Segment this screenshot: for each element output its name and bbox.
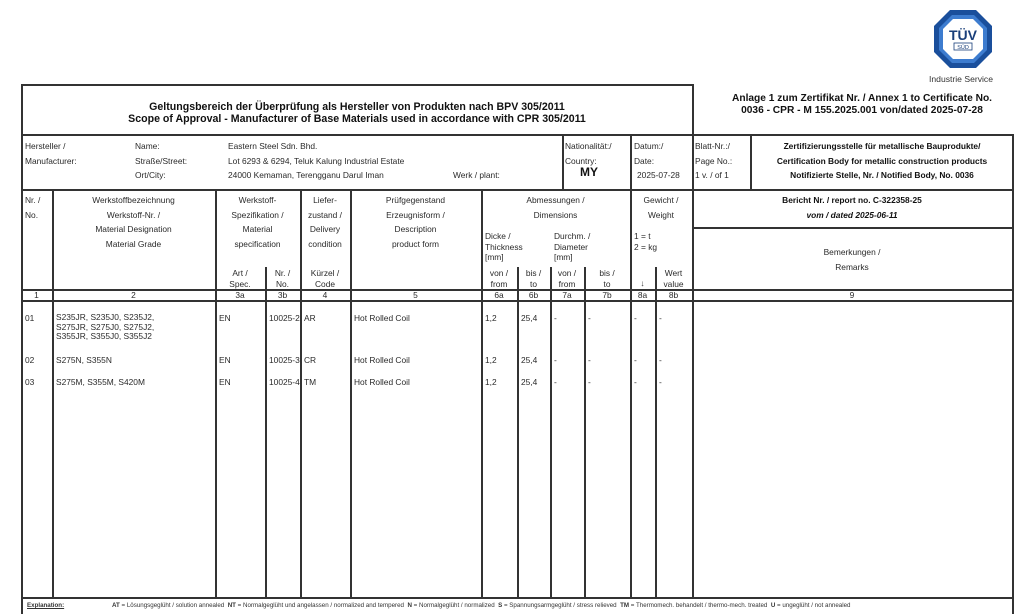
header-thickness-to — [517, 268, 550, 289]
grade-line: S355JR, S355J0, S355J2 — [56, 331, 152, 342]
legend-text: = Normalgeglüht und angelassen / normalized and tempered — [237, 602, 404, 609]
header-from-en: from — [558, 278, 576, 289]
col-number-4: 4 — [322, 290, 328, 300]
row-w-unit: - — [634, 313, 637, 323]
header-spec-1: Werkstoff- — [238, 195, 277, 205]
legend-text: = ungeglüht / not annealed — [777, 602, 851, 609]
header-product-3: Description — [394, 224, 437, 234]
header-thickness-de: Dicke / — [485, 231, 511, 241]
col-number-7a: 7a — [562, 290, 572, 300]
logo-brand: TÜV — [949, 27, 977, 43]
header-to-en: to — [530, 278, 537, 289]
grade-line: S275N, S355N — [56, 355, 112, 365]
date-label-de: Datum:/ — [634, 141, 664, 151]
row-product: Hot Rolled Coil — [354, 355, 410, 365]
manufacturer-label-de: Hersteller / — [25, 141, 66, 151]
row-code: CR — [304, 355, 317, 365]
row-dia-from: - — [554, 377, 557, 387]
manufacturer-street: Lot 6293 & 6294, Teluk Kalung Industrial Estate — [228, 155, 405, 166]
header-delivery-code-de: Kürzel / — [310, 268, 340, 278]
row-dia-to: - — [588, 355, 591, 365]
legend-text: = Normalgeglüht / normalized — [413, 602, 495, 609]
manufacturer-name: Eastern Steel Sdn. Bhd. — [228, 141, 318, 151]
header-product-2: Erzeugnisform / — [386, 209, 445, 220]
header-delivery — [300, 193, 350, 251]
header-thickness — [485, 231, 523, 263]
row-thick-to: 25,4 — [521, 355, 538, 365]
row-thick-to: 25,4 — [521, 377, 538, 387]
legend-code: S — [498, 602, 503, 609]
row-dia-from: - — [554, 355, 557, 365]
col-number-6a: 6a — [494, 290, 504, 300]
row-w-unit: - — [634, 355, 637, 365]
row-dia-from: - — [554, 313, 557, 323]
row-w-value: - — [659, 313, 662, 323]
header-no — [25, 193, 40, 222]
row-spec: EN — [219, 377, 231, 387]
row-thick-from: 1,2 — [485, 377, 497, 387]
header-weight-value-en: value — [663, 278, 684, 289]
manufacturer-city: 24000 Kemaman, Terengganu Darul Iman — [228, 170, 384, 180]
header-delivery-3: Delivery — [309, 224, 341, 234]
page-label-en: Page No.: — [695, 155, 733, 166]
header-delivery-4: condition — [308, 238, 342, 249]
date-label-en: Date: — [634, 155, 655, 166]
legend-code: N — [407, 602, 412, 609]
header-product-4: product form — [391, 238, 439, 249]
title-line1: Geltungsbereich der Überprüfung als Hersteller von Produkten nach BPV 305/2011 — [149, 101, 565, 113]
tuv-octagon-icon — [932, 8, 994, 70]
header-diameter-from — [550, 268, 584, 289]
annex-line1: Anlage 1 zum Zertifikat Nr. / Annex 1 to Certificate No. — [731, 93, 993, 104]
col-number-1: 1 — [34, 290, 39, 300]
grade-line: S275JR, S275J0, S275J2, — [56, 321, 155, 332]
header-spec-number-de: Nr. / — [274, 268, 291, 278]
header-thickness-en: Thickness — [485, 241, 523, 252]
row-w-unit: - — [634, 377, 637, 387]
header-product — [350, 193, 481, 251]
date-label — [634, 139, 680, 183]
date-value: 2025-07-28 — [637, 170, 680, 180]
legend-text: = Thermomech. behandelt / thermo-mech. treated — [630, 602, 768, 609]
row-thick-from: 1,2 — [485, 313, 497, 323]
header-dimensions — [481, 193, 630, 222]
header-dimensions-de: Abmessungen / — [526, 195, 585, 205]
report-date: vom / dated 2025-06-11 — [806, 209, 898, 220]
header-to-de: bis / — [599, 268, 615, 278]
document-title — [21, 101, 693, 125]
legend-code: NT — [227, 602, 236, 609]
country-label-en: Country: — [565, 155, 597, 166]
header-spec-type-en: Spec. — [229, 278, 251, 289]
row-spec-no: 10025-3 — [269, 355, 300, 365]
country-label — [565, 139, 612, 168]
row-spec-no: 10025-2 — [269, 313, 300, 323]
header-product-1: Prüfgegenstand — [385, 195, 446, 205]
col-number-5: 5 — [413, 290, 418, 300]
tuv-sud-logo — [932, 8, 994, 70]
row-code: AR — [304, 313, 316, 323]
header-diameter — [554, 231, 590, 263]
legend-code: U — [770, 602, 776, 609]
header-weight-value-de: Wert — [664, 268, 683, 278]
header-weight-units — [634, 231, 657, 252]
header-designation-1: Werkstoffbezeichnung — [92, 195, 175, 205]
row-dia-to: - — [588, 377, 591, 387]
header-no-en: No. — [25, 209, 39, 220]
row-spec: EN — [219, 313, 231, 323]
row-w-value: - — [659, 355, 662, 365]
page-value: 1 v. / of 1 — [695, 170, 729, 180]
header-diameter-de: Durchm. / — [554, 231, 591, 241]
header-diameter-en: Diameter — [554, 241, 588, 252]
city-label: Ort/City: — [135, 170, 166, 180]
logo-sub: SÜD — [957, 45, 969, 51]
legend-code: AT — [112, 602, 120, 609]
header-designation-3: Material Designation — [95, 224, 172, 234]
header-spec-3: Material — [242, 224, 273, 234]
header-spec-number — [265, 268, 300, 289]
row-spec: EN — [219, 355, 231, 365]
row-no: 03 — [25, 377, 35, 387]
header-delivery-code — [300, 268, 350, 289]
header-diameter-to — [584, 268, 630, 289]
legend-code: TM — [620, 602, 630, 609]
col-number-3b: 3b — [277, 290, 288, 300]
cert-body-line1: Zertifizierungsstelle für metallische Bauprodukte/ — [783, 141, 981, 151]
col-number-7b: 7b — [602, 290, 612, 300]
weight-unit-kg: 2 = kg — [634, 241, 658, 252]
col-number-3a: 3a — [235, 290, 245, 300]
header-delivery-code-en: Code — [314, 278, 336, 289]
header-delivery-2: zustand / — [308, 209, 342, 220]
header-designation-4: Material Grade — [105, 238, 162, 249]
report-reference — [692, 193, 1012, 222]
row-thick-from: 1,2 — [485, 355, 497, 365]
row-grades — [56, 313, 154, 342]
header-weight-en: Weight — [648, 209, 674, 220]
name-label: Name: — [135, 141, 160, 151]
header-delivery-1: Liefer- — [313, 195, 337, 205]
grade-line: S235JR, S235J0, S235J2, — [56, 312, 155, 322]
header-from-de: von / — [489, 268, 509, 278]
manufacturer-label — [25, 139, 77, 168]
weight-unit-t: 1 = t — [634, 231, 651, 241]
header-diameter-unit: [mm] — [554, 252, 573, 262]
row-grades — [56, 355, 112, 366]
header-from-en: from — [490, 278, 508, 289]
header-spec-type — [215, 268, 265, 289]
header-weight-value — [655, 268, 692, 289]
row-no: 02 — [25, 355, 35, 365]
page-label — [695, 139, 732, 183]
header-dimensions-en: Dimensions — [533, 209, 578, 220]
header-spec-number-en: No. — [275, 278, 290, 289]
country-label-de: Nationalität:/ — [565, 141, 612, 151]
col-number-8a: 8a — [637, 290, 648, 300]
col-number-6b: 6b — [528, 290, 539, 300]
country-value: MY — [580, 165, 598, 179]
cert-body-line2: Certification Body for metallic construction products — [776, 155, 988, 166]
header-to-de: bis / — [525, 268, 542, 278]
header-thickness-from — [481, 268, 517, 289]
row-no: 01 — [25, 313, 35, 323]
grade-line: S275M, S355M, S420M — [56, 377, 145, 387]
certification-body — [752, 139, 1012, 183]
header-spec — [215, 193, 300, 251]
logo-tagline: Industrie Service — [929, 74, 994, 84]
row-spec-no: 10025-4 — [269, 377, 300, 387]
header-remarks-en: Remarks — [835, 261, 869, 272]
explanation-legend — [112, 602, 850, 610]
legend-text: = Lösungsgeglüht / solution annealed — [121, 602, 225, 609]
header-weight — [630, 193, 692, 222]
annex-line2: 0036 - CPR - M 155.2025.001 von/dated 2025-07-28 — [741, 105, 983, 116]
header-spec-4: specification — [234, 238, 281, 249]
header-no-de: Nr. / — [25, 195, 41, 205]
row-thick-to: 25,4 — [521, 313, 538, 323]
manufacturer-label-en: Manufacturer: — [25, 155, 77, 166]
explanation-label: Explanation: — [27, 602, 65, 609]
plant-label: Werk / plant: — [453, 170, 500, 180]
header-spec-2: Spezifikation / — [231, 209, 284, 220]
row-dia-to: - — [588, 313, 591, 323]
col-number-2: 2 — [131, 290, 136, 300]
header-remarks — [692, 245, 1012, 274]
row-code: TM — [304, 377, 317, 387]
header-designation — [52, 193, 215, 251]
annex-title — [692, 93, 1032, 117]
col-number-9: 9 — [849, 290, 855, 300]
row-w-value: - — [659, 377, 662, 387]
title-line2: Scope of Approval - Manufacturer of Base Materials used in accordance with CPR 305/2011 — [128, 113, 586, 125]
header-weight-de: Gewicht / — [643, 195, 679, 205]
row-product: Hot Rolled Coil — [354, 313, 410, 323]
page-label-de: Blatt-Nr.:/ — [695, 141, 730, 151]
report-number: Bericht Nr. / report no. C-322358-25 — [782, 195, 922, 205]
legend-text: = Spannungsarmgeglüht / stress relieved — [503, 602, 617, 609]
row-grades — [56, 377, 145, 388]
header-spec-type-de: Art / — [232, 268, 248, 278]
header-from-de: von / — [557, 268, 577, 278]
header-thickness-unit: [mm] — [485, 252, 504, 262]
col-number-8b: 8b — [668, 290, 679, 300]
header-to-en: to — [603, 278, 611, 289]
street-label: Straße/Street: — [135, 155, 188, 166]
cert-body-line3: Notifizierte Stelle, Nr. / Notified Body, No. 0036 — [790, 170, 974, 180]
row-product: Hot Rolled Coil — [354, 377, 410, 387]
header-designation-2: Werkstoff-Nr. / — [106, 209, 161, 220]
header-remarks-de: Bemerkungen / — [823, 247, 881, 257]
down-arrow-icon: ↓ — [640, 278, 645, 288]
